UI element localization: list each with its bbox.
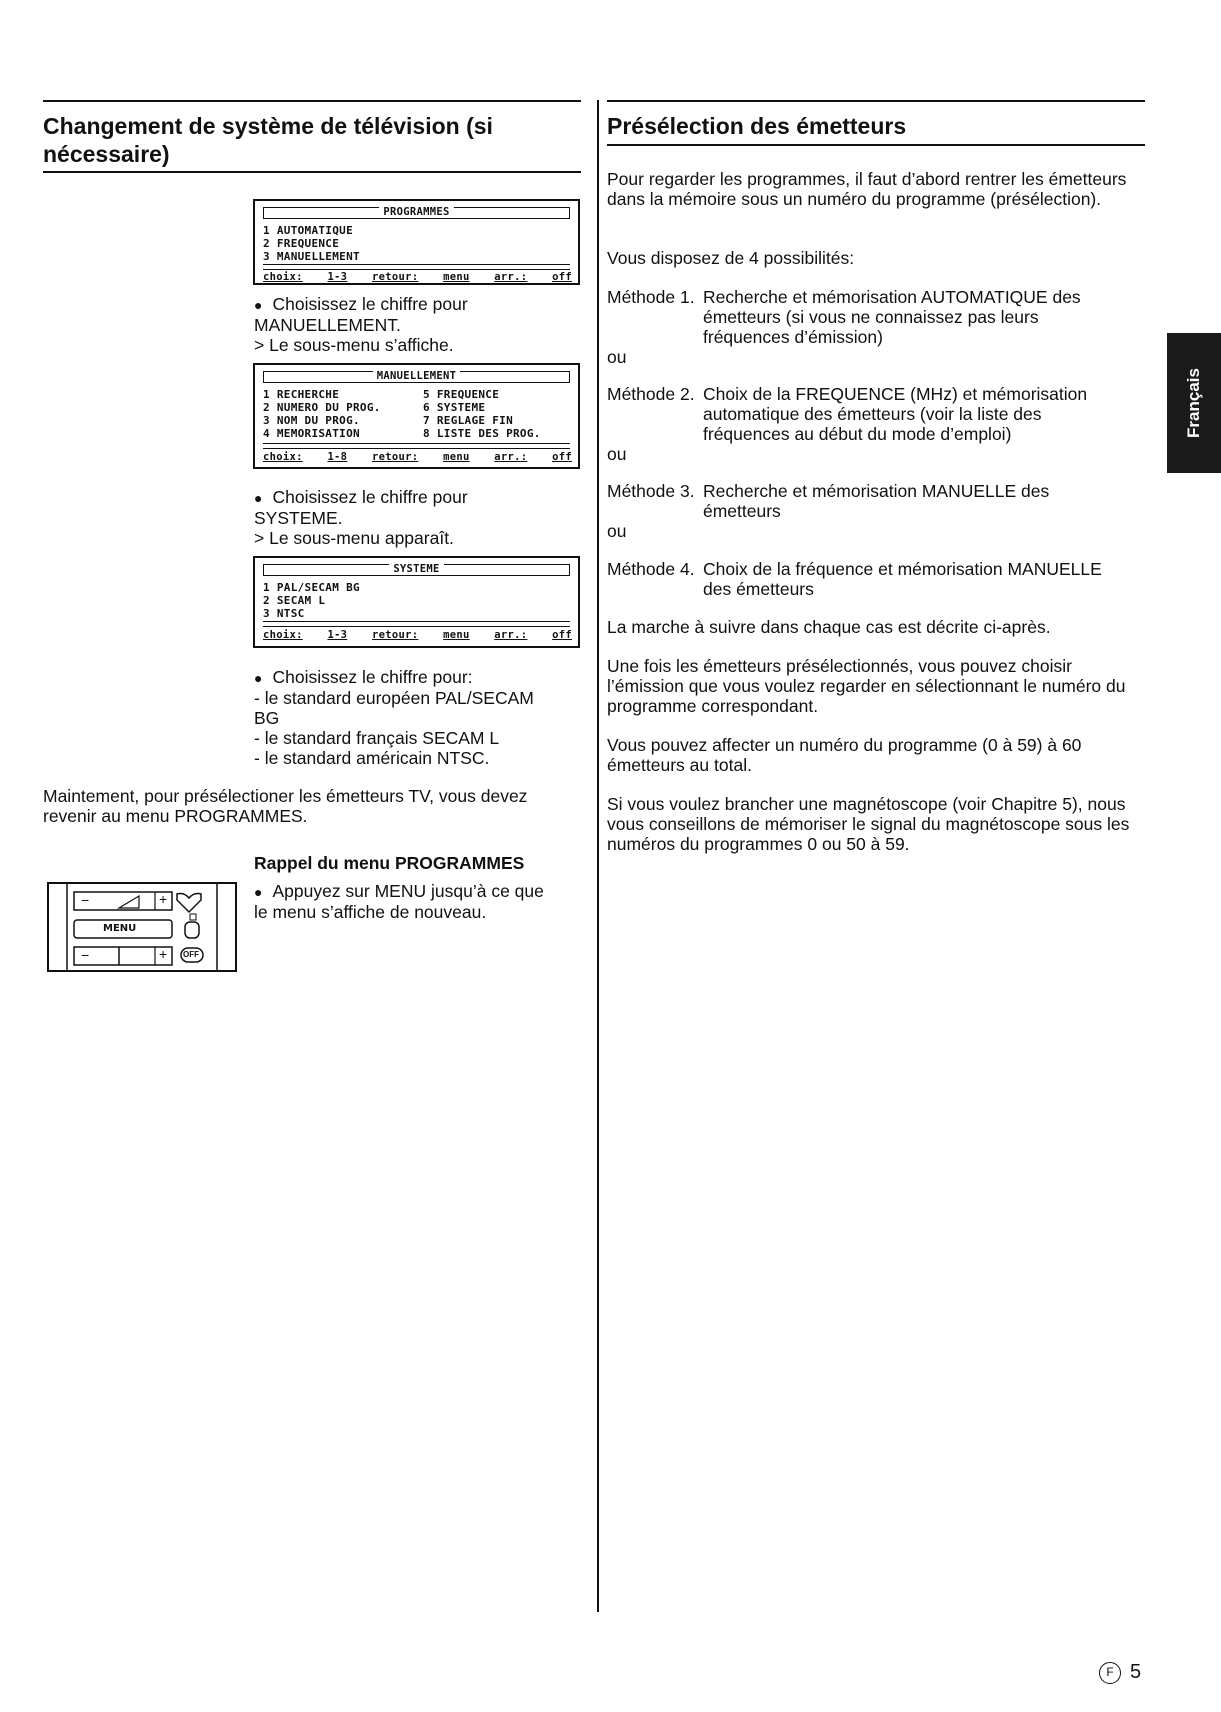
step1-bullet: ● Choisissez le chiffre pour [254,294,468,315]
remote-minus-top: − [81,892,90,908]
menu-item: 3 NTSC [263,607,305,620]
column-divider [597,100,599,1612]
step3-line: BG [254,708,280,728]
step3-bullet: ● Choisissez le chiffre pour: [254,667,574,688]
menu-title: PROGRAMMES [379,206,453,218]
recall-step [254,881,579,922]
step3 [254,667,574,768]
menu-title: SYSTEME [389,563,443,575]
left-paragraph: Maintement, pour présélectioner les émetteurs TV, vous devez revenir au menu PROGRAMMES. [43,786,528,826]
remote-plus-top: + [159,891,168,907]
menu-programmes [253,199,580,285]
step3-line: - le standard français SECAM L [254,728,500,748]
menu-footer: choix: 1-3 retour: menu arr.: off [263,629,572,641]
menu-item: 2 SECAM L [263,594,326,607]
menu-footer: choix: 1-3 retour: menu arr.: off [263,271,572,283]
menu-title: MANUELLEMENT [373,370,460,382]
method-label: Méthode 4. [607,559,695,579]
paragraph-fois: Une fois les émetteurs présélectionnés, vous pouvez choisir l’émission que vous voulez regarder en sélectionnant le numéro du programme correspondant. [607,656,1126,716]
recall-line2: le menu s’affiche de nouveau. [254,902,487,922]
method-label: Méthode 3. [607,481,695,501]
step1 [254,294,468,355]
heading-rule-left [43,171,581,173]
remote-plus-bottom: + [159,946,168,962]
remote-illustration [47,882,237,972]
page-number: 5 [1130,1661,1142,1683]
paragraph-brancher: Si vous voulez brancher une magnétoscope (voir Chapitre 5), nous vous conseillons de mémoriser le signal du magnétoscope sous les numéros du programmes 0 ou 50 à 59. [607,794,1130,854]
method-label: Méthode 2. [607,384,695,404]
step2 [254,487,468,548]
menu-item: 2 FREQUENCE [263,237,340,250]
heading-rule-right [607,144,1145,146]
or-1: ou [607,347,627,367]
step1-line2: MANUELLEMENT. [254,315,401,335]
recall-title: Rappel du menu PROGRAMMES [254,853,525,873]
page-badge-icon: F [1099,1662,1121,1684]
menu-systeme [253,556,580,648]
language-tab-label: Français [1184,368,1203,438]
step2-line2: SYSTEME. [254,508,343,528]
or-3: ou [607,521,627,541]
right-heading: Présélection des émetteurs [607,113,907,139]
intro-paragraph: Pour regarder les programmes, il faut d’abord rentrer les émetteurs dans la mémoire sous un numéro du programme (présélection). [607,169,1127,209]
step3-line: - le standard américain NTSC. [254,748,490,768]
language-tab [1167,333,1221,473]
remote-drawing [47,882,237,972]
step2-result: > Le sous-menu apparaît. [254,528,454,548]
top-rule-right [607,100,1145,102]
step1-result: > Le sous-menu s’affiche. [254,335,454,355]
remote-minus-bottom: − [81,947,90,963]
remote-off-button: OFF [183,950,199,959]
menu-manuellement: MANUELLEMENT 1 RECHERCHE 5 FREQUENCE 2 NUMERO DU PROG. 6 SYSTEME 3 NOM DU PROG. 7 REGLAGE FIN 4 MEMORISATION 8 LISTE DES PROG. choix: 1-8 retour: menu arr.: off [253,363,580,469]
paragraph-affecter: Vous pouvez affecter un numéro du programme (0 à 59) à 60 émetteurs au total. [607,735,1082,775]
recall-bullet: ● Appuyez sur MENU jusqu’à ce que [254,881,579,902]
paragraph-marche: La marche à suivre dans chaque cas est décrite ci-après. [607,617,1051,637]
step3-line: - le standard européen PAL/SECAM [254,688,534,708]
menu-footer: choix: 1-8 retour: menu arr.: off [263,451,572,463]
left-heading: Changement de système de télévision (si nécessaire) [43,113,493,167]
menu-item: 1 AUTOMATIQUE [263,224,353,237]
menu-item: 1 PAL/SECAM BG [263,581,360,594]
menu-item: 3 MANUELLEMENT [263,250,360,263]
or-2: ou [607,444,627,464]
method-label: Méthode 1. [607,287,695,307]
step2-bullet: ● Choisissez le chiffre pour [254,487,468,508]
possibilities: Vous disposez de 4 possibilités: [607,248,855,268]
remote-menu-button: MENU [103,923,137,934]
top-rule-left [43,100,581,102]
